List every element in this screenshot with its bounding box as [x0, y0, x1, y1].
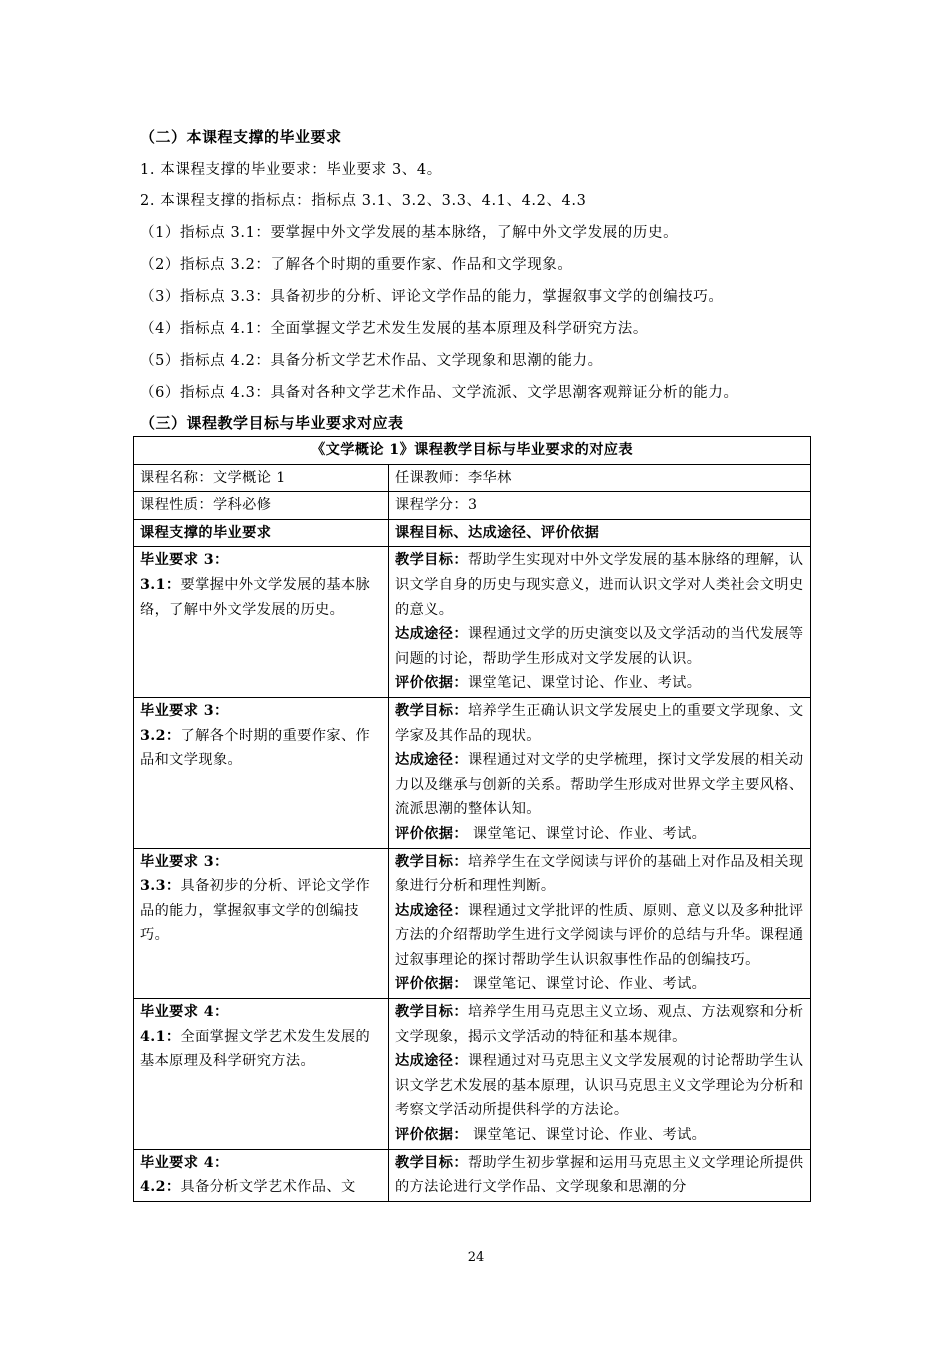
path-label: 达成途径：	[395, 752, 468, 769]
course-credits-cell: 课程学分：3	[389, 492, 811, 520]
column-header-requirements: 课程支撑的毕业要求	[134, 519, 389, 547]
goal-cell	[389, 999, 811, 1150]
paragraph-line: （3）指标点 3.3：具备初步的分析、评论文学作品的能力，掌握叙事文学的创编技巧。	[140, 289, 724, 305]
table-row	[134, 999, 811, 1150]
requirement-title: 毕业要求 4：	[140, 1004, 229, 1021]
indicator-text: 要掌握中外文学发展的基本脉络，了解中外文学发展的历史。	[140, 576, 371, 618]
paragraph-line: （2）指标点 3.2：了解各个时期的重要作家、作品和文学现象。	[140, 257, 573, 273]
column-header-goals: 课程目标、达成途径、评价依据	[389, 519, 811, 547]
requirement-cell	[134, 1149, 389, 1201]
eval-label: 评价依据：	[395, 675, 468, 692]
paragraph-line: （5）指标点 4.2：具备分析文学艺术作品、文学现象和思潮的能力。	[140, 353, 603, 369]
paragraph-line: 1. 本课程支撑的毕业要求：毕业要求 3、4。	[140, 162, 442, 178]
requirement-cell	[134, 999, 389, 1150]
indicator-text: 全面掌握文学艺术发生发展的基本原理及科学研究方法。	[140, 1028, 371, 1070]
section-heading-graduation-requirements: （二）本课程支撑的毕业要求	[140, 128, 342, 146]
table-row	[134, 492, 811, 520]
paragraph-line: （4）指标点 4.1：全面掌握文学艺术发生发展的基本原理及科学研究方法。	[140, 321, 648, 337]
eval-label: 评价依据：	[395, 825, 468, 842]
path-text: 课程通过对文学的史学梳理，探讨文学发展的相关动力以及继承与创新的关系。帮助学生形成对世界文学主要风格、流派思潮的整体认知。	[395, 752, 804, 818]
table-row	[134, 464, 811, 492]
path-text: 课程通过文学批评的性质、原则、意义以及多种批评方法的介绍帮助学生进行文学阅读与评价的总结与升华。课程通过叙事理论的探讨帮助学生认识叙事性作品的创编技巧。	[395, 902, 804, 968]
paragraph-line: 2. 本课程支撑的指标点：指标点 3.1、3.2、3.3、4.1、4.2、4.3	[140, 193, 587, 209]
goal-label: 教学目标：	[395, 552, 468, 569]
table-row	[134, 547, 811, 698]
indicator-code: 3.3：	[140, 878, 181, 895]
goal-cell	[389, 1149, 811, 1201]
course-nature-cell: 课程性质：学科必修	[134, 492, 389, 520]
goal-text: 帮助学生实现对中外文学发展的基本脉络的理解，认识文学自身的历史与现实意义，进而认识文学对人类社会文明史的意义。	[395, 552, 804, 618]
paragraph-line: （1）指标点 3.1：要掌握中外文学发展的基本脉络，了解中外文学发展的历史。	[140, 225, 679, 241]
table-row	[134, 697, 811, 848]
section-heading-mapping-table: （三）课程教学目标与毕业要求对应表	[140, 414, 404, 432]
indicator-code: 4.2：	[140, 1179, 181, 1196]
requirement-title: 毕业要求 4：	[140, 1154, 229, 1171]
goal-text: 培养学生正确认识文学发展史上的重要文学现象、文学家及其作品的现状。	[395, 702, 804, 744]
indicator-text: 具备分析文学艺术作品、文	[180, 1179, 356, 1196]
requirement-title: 毕业要求 3：	[140, 552, 229, 569]
goal-text: 培养学生用马克思主义立场、观点、方法观察和分析文学现象，揭示文学活动的特征和基本规律。	[395, 1004, 804, 1045]
eval-label: 评价依据：	[395, 976, 468, 993]
requirement-cell	[134, 697, 389, 848]
table-caption: 《文学概论 1》课程教学目标与毕业要求的对应表	[134, 437, 811, 465]
path-text: 课程通过文学的历史演变以及文学活动的当代发展等问题的讨论，帮助学生形成对文学发展的认识。	[395, 626, 804, 667]
path-label: 达成途径：	[395, 902, 468, 919]
eval-label: 评价依据：	[395, 1127, 468, 1144]
requirement-cell	[134, 848, 389, 999]
goal-label: 教学目标：	[395, 1004, 468, 1021]
goal-cell	[389, 547, 811, 698]
path-label: 达成途径：	[395, 626, 468, 643]
path-text: 课程通过对马克思主义文学发展观的讨论帮助学生认识文学艺术发展的基本原理，认识马克思主义文学理论为分析和考察文学活动所提供科学的方法论。	[395, 1053, 804, 1119]
eval-text: 课堂笔记、课堂讨论、作业、考试。	[467, 1127, 707, 1144]
path-label: 达成途径：	[395, 1053, 468, 1070]
goal-cell	[389, 848, 811, 999]
goal-text: 培养学生在文学阅读与评价的基础上对作品及相关现象进行分析和理性判断。	[395, 853, 804, 895]
eval-text: 课堂笔记、课堂讨论、作业、考试。	[467, 825, 707, 842]
table-row	[134, 1149, 811, 1201]
table-header-row	[134, 519, 811, 547]
eval-text: 课堂笔记、课堂讨论、作业、考试。	[467, 976, 707, 993]
goal-label: 教学目标：	[395, 1154, 468, 1171]
indicator-code: 4.1：	[140, 1028, 181, 1045]
indicator-text: 具备初步的分析、评论文学作品的能力，掌握叙事文学的创编技巧。	[140, 878, 371, 944]
requirement-cell	[134, 547, 389, 698]
course-name-cell: 课程名称：文学概论 1	[134, 464, 389, 492]
teacher-cell: 任课教师：李华林	[389, 464, 811, 492]
goal-label: 教学目标：	[395, 702, 468, 719]
indicator-code: 3.1：	[140, 576, 181, 593]
goal-text: 帮助学生初步掌握和运用马克思主义文学理论所提供的方法论进行文学作品、文学现象和思潮的分	[395, 1154, 804, 1196]
indicator-code: 3.2：	[140, 727, 181, 744]
requirement-title: 毕业要求 3：	[140, 702, 229, 719]
goal-label: 教学目标：	[395, 853, 468, 870]
eval-text: 课堂笔记、课堂讨论、作业、考试。	[467, 675, 702, 692]
paragraph-line: （6）指标点 4.3：具备对各种文学艺术作品、文学流派、文学思潮客观辩证分析的能力。	[140, 385, 739, 401]
page-number: 24	[467, 1250, 485, 1265]
goal-cell	[389, 697, 811, 848]
table-caption-row	[134, 437, 811, 465]
requirement-title: 毕业要求 3：	[140, 853, 229, 870]
indicator-text: 了解各个时期的重要作家、作品和文学现象。	[140, 727, 371, 769]
table-row	[134, 848, 811, 999]
mapping-table	[133, 436, 811, 1202]
